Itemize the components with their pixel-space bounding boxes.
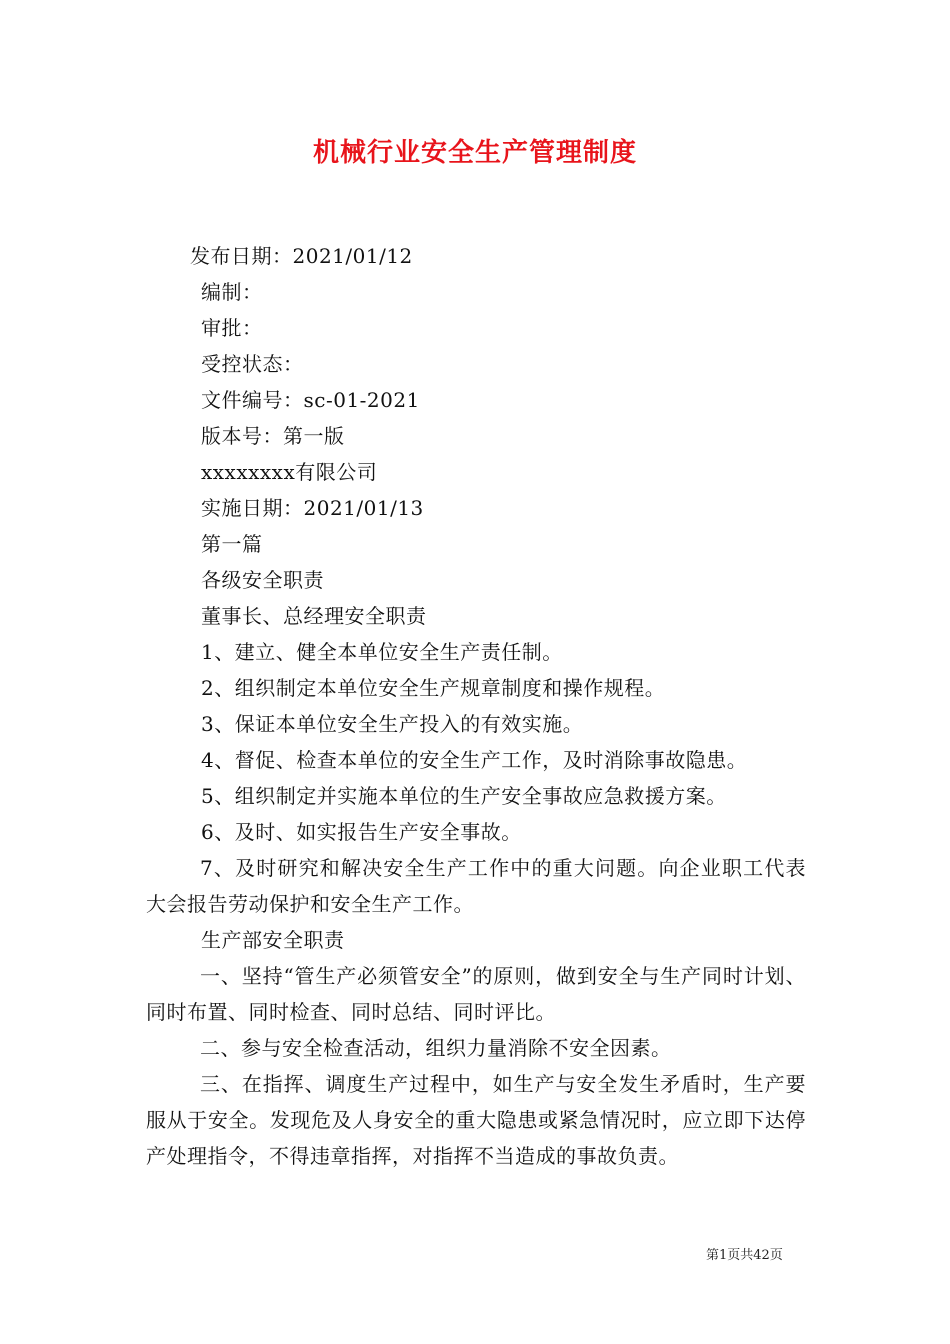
list-item: 2、组织制定本单位安全生产规章制度和操作规程。 [201, 676, 666, 700]
section-title: 各级安全职责 [201, 568, 324, 592]
part-heading: 第一篇 [201, 532, 263, 556]
effective-date: 实施日期：2021/01/13 [201, 496, 424, 520]
subsection-title-board: 董事长、总经理安全职责 [201, 604, 427, 628]
paragraph-two: 二、参与安全检查活动，组织力量消除不安全因素。 [200, 1036, 672, 1060]
compiler-field: 编制： [201, 280, 263, 304]
company-name: xxxxxxxx有限公司 [201, 460, 378, 484]
paragraph-one: 一、坚持“管生产必须管安全”的原则，做到安全与生产同时计划、同时布置、同时检查、同时总结、同时评比。 [146, 964, 806, 1024]
version-field: 版本号：第一版 [201, 424, 345, 448]
doc-number-field: 文件编号：sc-01-2021 [201, 388, 420, 412]
list-item: 1、建立、健全本单位安全生产责任制。 [201, 640, 563, 664]
document-title: 机械行业安全生产管理制度 [312, 138, 637, 168]
page-footer: 第1页共42页 [706, 1248, 783, 1263]
paragraph-three: 三、在指挥、调度生产过程中，如生产与安全发生矛盾时，生产要服从于安全。发现危及人身安全的重大隐患或紧急情况时，应立即下达停产处理指令，不得违章指挥，对指挥不当造成的事故负责。 [146, 1072, 806, 1168]
control-status-field: 受控状态： [201, 352, 304, 376]
list-item-7: 7、及时研究和解决安全生产工作中的重大问题。向企业职工代表大会报告劳动保护和安全生产工作。 [146, 856, 806, 916]
subsection-title-production: 生产部安全职责 [201, 928, 345, 952]
list-item: 5、组织制定并实施本单位的生产安全事故应急救援方案。 [201, 784, 727, 808]
list-item: 3、保证本单位安全生产投入的有效实施。 [201, 712, 584, 736]
approver-field: 审批： [201, 316, 263, 340]
publish-date: 发布日期：2021/01/12 [190, 244, 413, 268]
list-item: 4、督促、检查本单位的安全生产工作，及时消除事故隐患。 [201, 748, 748, 772]
list-item: 6、及时、如实报告生产安全事故。 [201, 820, 522, 844]
